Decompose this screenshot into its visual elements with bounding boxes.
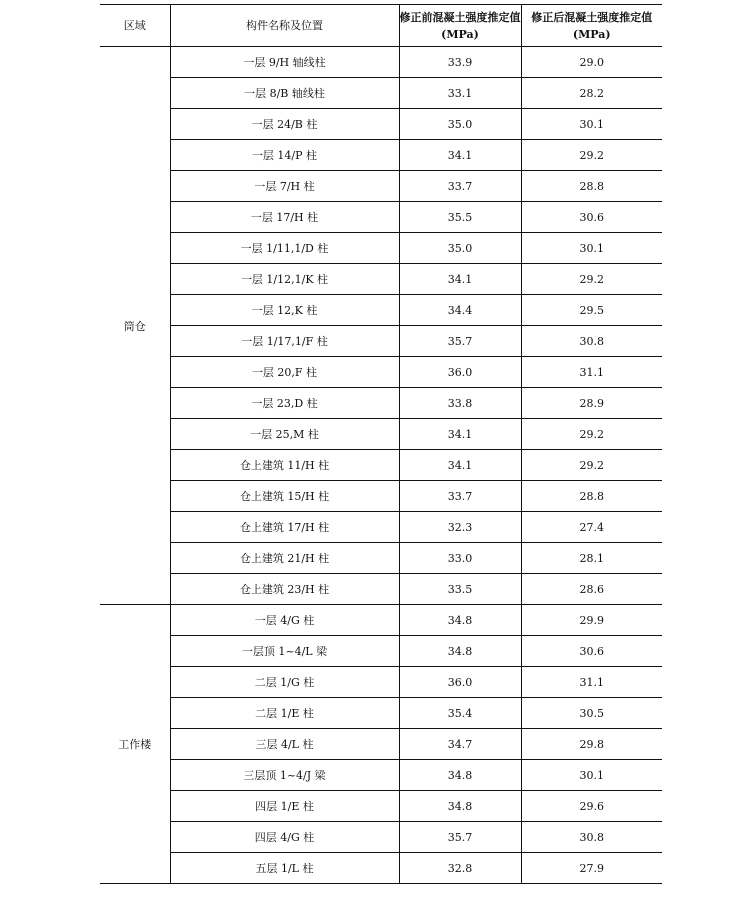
name-cell: 一层 4/G 柱 (170, 605, 399, 636)
after-value-cell: 30.8 (521, 326, 662, 357)
table-row (100, 698, 662, 729)
after-value-cell: 30.8 (521, 822, 662, 853)
table-row (100, 605, 662, 636)
before-value-cell: 36.0 (399, 357, 521, 388)
name-cell: 一层 25,M 柱 (170, 419, 399, 450)
table-row (100, 512, 662, 543)
after-value-cell: 29.2 (521, 450, 662, 481)
table-row (100, 357, 662, 388)
table-row (100, 450, 662, 481)
after-value-cell: 30.1 (521, 109, 662, 140)
name-cell: 二层 1/E 柱 (170, 698, 399, 729)
name-cell: 一层 12,K 柱 (170, 295, 399, 326)
name-cell: 一层 24/B 柱 (170, 109, 399, 140)
table-row (100, 853, 662, 884)
after-value-cell: 30.6 (521, 202, 662, 233)
name-cell: 四层 4/G 柱 (170, 822, 399, 853)
before-value-cell: 34.1 (399, 419, 521, 450)
after-value-cell: 27.4 (521, 512, 662, 543)
name-cell: 三层 4/L 柱 (170, 729, 399, 760)
after-value-cell: 30.1 (521, 760, 662, 791)
table-row (100, 202, 662, 233)
before-value-cell: 33.7 (399, 171, 521, 202)
after-value-cell: 29.0 (521, 47, 662, 78)
table-row (100, 760, 662, 791)
name-cell: 仓上建筑 21/H 柱 (170, 543, 399, 574)
after-value-cell: 27.9 (521, 853, 662, 884)
table-row (100, 326, 662, 357)
table-row (100, 419, 662, 450)
name-cell: 四层 1/E 柱 (170, 791, 399, 822)
name-cell: 一层 20,F 柱 (170, 357, 399, 388)
table-row (100, 729, 662, 760)
before-value-cell: 35.0 (399, 233, 521, 264)
before-value-cell: 35.7 (399, 326, 521, 357)
name-cell: 五层 1/L 柱 (170, 853, 399, 884)
table-header (100, 5, 662, 47)
table-row (100, 78, 662, 109)
after-value-cell: 30.1 (521, 233, 662, 264)
area-cell: 工作楼 (100, 605, 170, 884)
before-value-cell: 36.0 (399, 667, 521, 698)
table-row (100, 667, 662, 698)
table-row (100, 109, 662, 140)
before-value-cell: 33.5 (399, 574, 521, 605)
table-row (100, 388, 662, 419)
name-cell: 一层顶 1~4/L 梁 (170, 636, 399, 667)
name-cell: 一层 8/B 轴线柱 (170, 78, 399, 109)
before-value-cell: 34.8 (399, 791, 521, 822)
name-cell: 二层 1/G 柱 (170, 667, 399, 698)
after-value-cell: 31.1 (521, 357, 662, 388)
name-cell: 一层 14/P 柱 (170, 140, 399, 171)
area-cell: 筒仓 (100, 47, 170, 605)
after-value-cell: 28.2 (521, 78, 662, 109)
before-value-cell: 32.8 (399, 853, 521, 884)
table-row (100, 47, 662, 78)
table-row (100, 791, 662, 822)
before-value-cell: 32.3 (399, 512, 521, 543)
name-cell: 一层 1/17,1/F 柱 (170, 326, 399, 357)
before-value-cell: 34.4 (399, 295, 521, 326)
before-value-cell: 35.7 (399, 822, 521, 853)
strength-table (100, 4, 662, 884)
before-value-cell: 33.1 (399, 78, 521, 109)
table-row (100, 822, 662, 853)
header-name: 构件名称及位置 (170, 5, 399, 47)
after-value-cell: 29.2 (521, 419, 662, 450)
table-row (100, 636, 662, 667)
after-value-cell: 30.5 (521, 698, 662, 729)
name-cell: 仓上建筑 11/H 柱 (170, 450, 399, 481)
table-row (100, 171, 662, 202)
before-value-cell: 33.8 (399, 388, 521, 419)
after-value-cell: 29.8 (521, 729, 662, 760)
before-value-cell: 34.1 (399, 264, 521, 295)
header-before: 修正前混凝土强度推定值(MPa) (399, 5, 521, 47)
before-value-cell: 35.5 (399, 202, 521, 233)
name-cell: 仓上建筑 23/H 柱 (170, 574, 399, 605)
before-value-cell: 34.1 (399, 450, 521, 481)
table-row (100, 481, 662, 512)
before-value-cell: 34.8 (399, 605, 521, 636)
before-value-cell: 34.8 (399, 760, 521, 791)
before-value-cell: 33.0 (399, 543, 521, 574)
after-value-cell: 29.2 (521, 140, 662, 171)
after-value-cell: 28.8 (521, 171, 662, 202)
after-value-cell: 31.1 (521, 667, 662, 698)
after-value-cell: 28.6 (521, 574, 662, 605)
table-row (100, 233, 662, 264)
after-value-cell: 28.9 (521, 388, 662, 419)
after-value-cell: 29.5 (521, 295, 662, 326)
table-row (100, 295, 662, 326)
header-after: 修正后混凝土强度推定值(MPa) (521, 5, 662, 47)
document-page (100, 4, 662, 884)
before-value-cell: 35.4 (399, 698, 521, 729)
name-cell: 仓上建筑 17/H 柱 (170, 512, 399, 543)
name-cell: 一层 9/H 轴线柱 (170, 47, 399, 78)
after-value-cell: 28.8 (521, 481, 662, 512)
table-row (100, 574, 662, 605)
name-cell: 三层顶 1~4/J 梁 (170, 760, 399, 791)
before-value-cell: 33.7 (399, 481, 521, 512)
header-area: 区域 (100, 5, 170, 47)
table-row (100, 543, 662, 574)
name-cell: 一层 23,D 柱 (170, 388, 399, 419)
after-value-cell: 30.6 (521, 636, 662, 667)
name-cell: 一层 7/H 柱 (170, 171, 399, 202)
after-value-cell: 29.2 (521, 264, 662, 295)
before-value-cell: 34.7 (399, 729, 521, 760)
before-value-cell: 34.8 (399, 636, 521, 667)
after-value-cell: 28.1 (521, 543, 662, 574)
after-value-cell: 29.6 (521, 791, 662, 822)
after-value-cell: 29.9 (521, 605, 662, 636)
before-value-cell: 35.0 (399, 109, 521, 140)
table-body (100, 47, 662, 884)
table-row (100, 264, 662, 295)
table-row (100, 140, 662, 171)
name-cell: 仓上建筑 15/H 柱 (170, 481, 399, 512)
name-cell: 一层 17/H 柱 (170, 202, 399, 233)
name-cell: 一层 1/12,1/K 柱 (170, 264, 399, 295)
name-cell: 一层 1/11,1/D 柱 (170, 233, 399, 264)
before-value-cell: 34.1 (399, 140, 521, 171)
before-value-cell: 33.9 (399, 47, 521, 78)
